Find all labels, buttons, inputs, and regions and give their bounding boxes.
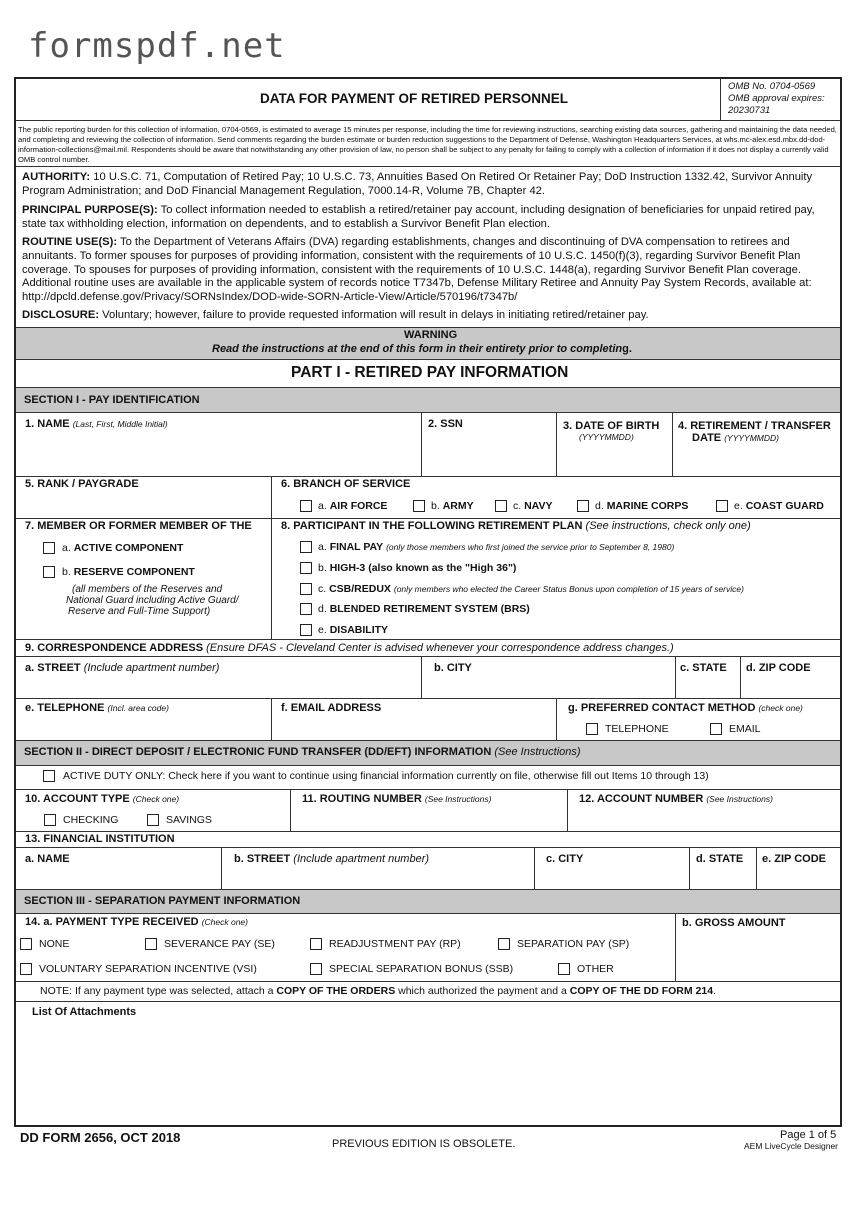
street-field-label: a. STREET (Include apartment number)	[25, 662, 220, 674]
disclosure-statement	[22, 309, 838, 323]
form-id: DD FORM 2656, OCT 2018	[20, 1130, 181, 1145]
omb-number: OMB No. 0704-0569	[728, 81, 816, 92]
financial-institution-label: 13. FINANCIAL INSTITUTION	[25, 833, 175, 845]
savings-checkbox[interactable]	[147, 814, 159, 826]
reserve-note-1: (all members of the Reserves and	[72, 584, 223, 595]
email-field-label: f. EMAIL ADDRESS	[281, 702, 382, 714]
retirement-date-label2: DATE (YYYYMMDD)	[692, 432, 779, 444]
routing-number-input[interactable]	[293, 808, 565, 829]
account-type-label: 10. ACCOUNT TYPE (Check one)	[25, 793, 180, 805]
designer-note: AEM LiveCycle Designer	[744, 1141, 839, 1151]
plan-final-pay-label: a. FINAL PAY (only those members who first joined the service prior to September 8, 1980)	[318, 541, 675, 553]
ssn-input[interactable]	[424, 434, 554, 474]
retirement-date-input[interactable]	[675, 445, 835, 475]
pay-separation-checkbox[interactable]	[498, 938, 510, 950]
city-input[interactable]	[424, 677, 672, 697]
payment-type-label: 14. a. PAYMENT TYPE RECEIVED (Check one)	[25, 916, 248, 928]
plan-final-pay-checkbox[interactable]	[300, 541, 312, 553]
pay-severance-checkbox[interactable]	[145, 938, 157, 950]
authority-text: 10 U.S.C. 71, Computation of Retired Pay; 10 U.S.C. 73, Annuities Based On Retired Or Retainer Pay; DoD Instruction 1332.42, Survivor Annuity Program Administration; and DoD Financial Management Regulation, 7000.14-R, Volume 7B, Chapter 42.	[22, 171, 813, 197]
bank-zip-input[interactable]	[759, 868, 837, 888]
pay-severance-label: SEVERANCE PAY (SE)	[164, 938, 275, 950]
retirement-date-label: 4. RETIREMENT / TRANSFER	[678, 420, 831, 432]
dob-input[interactable]	[559, 445, 669, 475]
routine-use-label: ROUTINE USE(S):	[22, 236, 118, 248]
rank-input[interactable]	[18, 493, 268, 515]
branch-navy-checkbox[interactable]	[495, 500, 507, 512]
warning-title: WARNING	[404, 329, 458, 341]
omb-date: 20230731	[728, 105, 771, 116]
section1-title: SECTION I - PAY IDENTIFICATION	[24, 394, 200, 406]
active-duty-checkbox[interactable]	[43, 770, 55, 782]
gross-amount-input[interactable]	[678, 933, 837, 979]
street-input[interactable]	[18, 677, 418, 697]
attach-note: NOTE: If any payment type was selected, attach a COPY OF THE ORDERS which authorized the payment and a COPY OF THE DD FORM 214.	[40, 985, 716, 997]
branch-army-checkbox[interactable]	[413, 500, 425, 512]
purpose-text: To collect information needed to establish a retired/retainer pay account, including designation of beneficiaries for unpaid retired pay, state tax withholding election, information on dependents, and to establish a Survivor Benefit Plan election.	[22, 204, 815, 230]
state-input[interactable]	[677, 677, 737, 697]
branch-marines-checkbox[interactable]	[577, 500, 589, 512]
ssn-field-label: 2. SSN	[428, 418, 463, 430]
plan-disability-checkbox[interactable]	[300, 624, 312, 636]
member-field-label: 7. MEMBER OR FORMER MEMBER OF THE	[25, 520, 252, 532]
pay-ssb-checkbox[interactable]	[310, 963, 322, 975]
phone-input[interactable]	[18, 717, 268, 737]
routing-number-label: 11. ROUTING NUMBER (See Instructions)	[302, 793, 492, 805]
name-input[interactable]	[18, 434, 418, 474]
contact-email-checkbox[interactable]	[710, 723, 722, 735]
bank-city-input[interactable]	[537, 868, 687, 888]
address-field-label: 9. CORRESPONDENCE ADDRESS (Ensure DFAS - Cleveland Center is advised whenever your correspondence address changes.)	[25, 642, 674, 654]
pay-none-checkbox[interactable]	[20, 938, 32, 950]
bank-name-label: a. NAME	[25, 853, 70, 865]
disclosure-label: DISCLOSURE:	[22, 309, 100, 321]
form-title: DATA FOR PAYMENT OF RETIRED PERSONNEL	[260, 91, 569, 106]
watermark: formspdf.net	[28, 26, 286, 66]
section3-title: SECTION III - SEPARATION PAYMENT INFORMATION	[24, 895, 301, 907]
reserve-component-label: b. RESERVE COMPONENT	[62, 566, 195, 578]
section2-title: SECTION II - DIRECT DEPOSIT / ELECTRONIC FUND TRANSFER (DD/EFT) INFORMATION (See Instructions)	[24, 746, 581, 758]
bank-state-input[interactable]	[692, 868, 754, 888]
branch-coastguard-checkbox[interactable]	[716, 500, 728, 512]
bank-zip-label: e. ZIP CODE	[762, 853, 826, 865]
reserve-note-3: Reserve and Full-Time Support)	[68, 606, 211, 617]
authority-statement	[22, 171, 838, 199]
form-page	[14, 77, 842, 1127]
plan-high3-label: b. HIGH-3 (also known as the "High 36")	[318, 562, 517, 574]
pay-readjustment-label: READJUSTMENT PAY (RP)	[329, 938, 461, 950]
active-duty-label: ACTIVE DUTY ONLY: Check here if you want to continue using financial information currently on file, otherwise fill out Items 10 through 13)	[63, 770, 709, 782]
pay-none-label: NONE	[39, 938, 70, 950]
bank-name-input[interactable]	[18, 868, 218, 888]
rank-field-label: 5. RANK / PAYGRADE	[25, 478, 139, 490]
omb-expires: OMB approval expires:	[728, 93, 825, 104]
burden-notice: The public reporting burden for this collection of information, 0704-0569, is estimated to average 15 minutes per response, including the time for reviewing instructions, searching existing data sources, gathering and maintaining the data needed, and completing and reviewing the collection of information. Send comments regarding the burden estimate or burden reduction suggestions to the Department of Defense, Washington Headquarters Services, at whs.mc-alex.esd.mbx.dd-dod-information-collections@mail.mil. Respondents should be aware that notwithstanding any other provision of law, no person shall be subject to any penalty for failing to comply with a collection of information if it does not display a currently valid OMB control number.	[18, 125, 837, 164]
contact-method-label: g. PREFERRED CONTACT METHOD (check one)	[568, 702, 803, 714]
reserve-component-checkbox[interactable]	[43, 566, 55, 578]
branch-airforce-checkbox[interactable]	[300, 500, 312, 512]
purpose-label: PRINCIPAL PURPOSE(S):	[22, 204, 158, 216]
previous-edition-note: PREVIOUS EDITION IS OBSOLETE.	[332, 1138, 516, 1150]
state-field-label: c. STATE	[680, 662, 727, 674]
bank-state-label: d. STATE	[696, 853, 744, 865]
name-field-label: 1. NAME (Last, First, Middle Initial)	[25, 418, 168, 430]
bank-street-label: b. STREET (Include apartment number)	[234, 853, 430, 865]
city-field-label: b. CITY	[434, 662, 472, 674]
pay-other-checkbox[interactable]	[558, 963, 570, 975]
branch-army-label: b. ARMY	[431, 500, 474, 512]
gross-amount-label: b. GROSS AMOUNT	[682, 917, 786, 929]
authority-label: AUTHORITY:	[22, 171, 91, 183]
attachments-input[interactable]	[18, 1021, 838, 1121]
active-component-checkbox[interactable]	[43, 542, 55, 554]
plan-high3-checkbox[interactable]	[300, 562, 312, 574]
attachments-label: List Of Attachments	[32, 1006, 137, 1018]
active-component-label: a. ACTIVE COMPONENT	[62, 542, 184, 554]
bank-city-label: c. CITY	[546, 853, 584, 865]
plan-csb-redux-checkbox[interactable]	[300, 583, 312, 595]
pay-vsi-label: VOLUNTARY SEPARATION INCENTIVE (VSI)	[39, 963, 257, 975]
contact-phone-label: TELEPHONE	[605, 723, 669, 735]
branch-coastguard-label: e. COAST GUARD	[734, 500, 824, 512]
routine-use-statement	[22, 236, 838, 305]
branch-navy-label: c. NAVY	[513, 500, 553, 512]
contact-email-label: EMAIL	[729, 723, 761, 735]
branch-airforce-label: a. AIR FORCE	[318, 500, 388, 512]
plan-brs-label: d. BLENDED RETIREMENT SYSTEM (BRS)	[318, 603, 530, 615]
warning-text: Read the instructions at the end of this form in their entirety prior to completing.	[212, 343, 632, 355]
part1-title: PART I - RETIRED PAY INFORMATION	[291, 364, 569, 381]
pay-other-label: OTHER	[577, 963, 614, 975]
pay-readjustment-checkbox[interactable]	[310, 938, 322, 950]
branch-marines-label: d. MARINE CORPS	[595, 500, 689, 512]
email-input[interactable]	[274, 717, 554, 737]
reserve-note-2: National Guard including Active Guard/	[66, 595, 239, 606]
dob-field-label: 3. DATE OF BIRTH	[563, 420, 660, 432]
page-number: Page 1 of 5	[780, 1129, 837, 1141]
plan-csb-redux-label: c. CSB/REDUX (only members who elected the Career Status Bonus upon completion of 15 years of service)	[318, 583, 744, 595]
account-number-label: 12. ACCOUNT NUMBER (See Instructions)	[579, 793, 773, 805]
account-number-input[interactable]	[570, 808, 837, 829]
bank-street-input[interactable]	[224, 868, 532, 888]
routine-use-text: To the Department of Veterans Affairs (DVA) regarding establishments, changes and discontinuing of DVA compensation to retirees and annuitants. To former spouses for purposes of providing information, consistent with the requirements of 10 U.S.C. 1450(f)(3), regarding Survivor Benefit Plan coverage. To spouses for purposes of providing information, consistent with the requirements of 10 U.S.C. 1448(a), regarding Survivor Benefit Plan coverage. Additional routine uses are available in the applicable system of records notice T7347b, Defense Military Retiree and Annuity Pay System Records, available at: http://dpcld.defense.gov/Privacy/SORNsIndex/DOD-wide-SORN-Article-View/Article/570196/t7347b/	[22, 236, 812, 304]
contact-phone-checkbox[interactable]	[586, 723, 598, 735]
plan-brs-checkbox[interactable]	[300, 603, 312, 615]
zip-field-label: d. ZIP CODE	[746, 662, 811, 674]
zip-input[interactable]	[743, 677, 837, 697]
checking-checkbox[interactable]	[44, 814, 56, 826]
disclosure-text: Voluntary; however, failure to provide requested information will result in delays in initiating retired/retainer pay.	[99, 309, 649, 321]
branch-field-label: 6. BRANCH OF SERVICE	[281, 478, 411, 490]
plan-field-label: 8. PARTICIPANT IN THE FOLLOWING RETIREMENT PLAN (See instructions, check only one)	[281, 520, 751, 532]
plan-disability-label: e. DISABILITY	[318, 624, 389, 636]
checking-label: CHECKING	[63, 814, 119, 826]
phone-field-label: e. TELEPHONE (Incl. area code)	[25, 702, 169, 714]
savings-label: SAVINGS	[166, 814, 212, 826]
pay-vsi-checkbox[interactable]	[20, 963, 32, 975]
purpose-statement	[22, 204, 838, 232]
pay-separation-label: SEPARATION PAY (SP)	[517, 938, 630, 950]
dob-field-hint: (YYYYMMDD)	[579, 432, 634, 442]
pay-ssb-label: SPECIAL SEPARATION BONUS (SSB)	[329, 963, 514, 975]
